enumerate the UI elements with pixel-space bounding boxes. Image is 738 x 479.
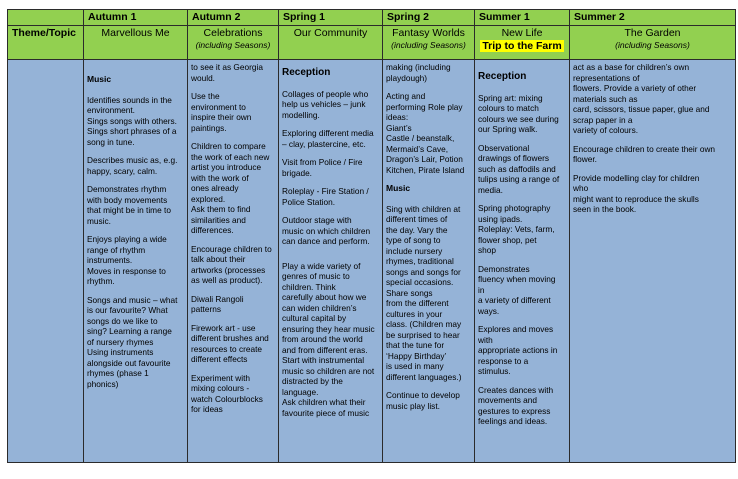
- paragraph: Spring photography using ipads. Roleplay: Vets, farm, flower shop, pet shop: [478, 203, 555, 255]
- paragraph: Creates dances with movements and gestures to express feelings and ideas.: [478, 384, 554, 426]
- topic-note: (including Seasons): [615, 40, 690, 50]
- topic-name: New Life: [501, 27, 543, 39]
- trip-highlight: Trip to the Farm: [482, 40, 562, 52]
- paragraph: Describes music as, e.g. happy, scary, calm.: [87, 155, 178, 176]
- topic-name: Marvellous Me: [101, 27, 170, 39]
- section-heading: Music: [386, 183, 411, 193]
- paragraph: making (including playdough): [386, 62, 451, 83]
- topic-autumn-2: [188, 26, 279, 60]
- paragraph: Visit from Police / Fire brigade.: [282, 157, 363, 178]
- topic-name: The Garden: [624, 27, 681, 39]
- topic-spring-2: [383, 26, 475, 60]
- paragraph: Provide modelling clay for children who might want to reproduce the skulls seen in the book.: [573, 172, 700, 214]
- topic-name: Our Community: [293, 27, 368, 39]
- header-summer-1: Summer 1: [475, 10, 570, 26]
- theme-topic-label: Theme/Topic: [8, 26, 84, 60]
- curriculum-table: [7, 9, 736, 463]
- section-heading: Music: [87, 74, 112, 84]
- paragraph: Identifies sounds in the environment. Sings songs with others. Sings short phrases of a song in tune.: [87, 94, 177, 147]
- content-row: [8, 60, 736, 463]
- header-spring-2: Spring 2: [383, 10, 475, 26]
- paragraph: Collages of people who help us vehicles – junk modelling.: [282, 88, 369, 120]
- paragraph: Spring art: mixing colours to match colours we see during our Spring walk.: [478, 92, 559, 134]
- paragraph: Demonstrates fluency when moving in a variety of different ways.: [478, 263, 556, 316]
- paragraph: Acting and performing Role play ideas: Giant’s Castle / beanstalk, Mermaid’s Cave, Dragon’s Lair, Potion Kitchen, Pirate Island: [386, 91, 465, 175]
- paragraph: Play a wide variety of genres of music to children. Think carefully about how we can widen children’s cultural capital by ensuring they hear music from around the world and from different eras. Start with instrumental music so children are not distracted by the language. Ask children what their favourite piece of music: [282, 260, 375, 418]
- header-row: [8, 10, 736, 26]
- cell-spring-2: [383, 60, 475, 463]
- topic-autumn-1: [84, 26, 188, 60]
- cell-summer-1: [475, 60, 570, 463]
- paragraph: Encourage children to talk about their artworks (processes as well as product).: [191, 243, 272, 285]
- paragraph: Outdoor stage with music on which children can dance and perform.: [282, 215, 371, 246]
- section-heading: Reception: [282, 67, 331, 78]
- header-spring-1: Spring 1: [279, 10, 383, 26]
- paragraph: Sing with children at different times of the day. Vary the type of song to include nursery rhymes, traditional songs and songs for special occasions. Share songs from the different cultures in your class. (Children may be surprised to hear that the tune for ‘Happy Birthday’ is used in many different languages.): [386, 203, 462, 382]
- paragraph: Encourage children to create their own flower.: [573, 143, 716, 164]
- paragraph: Experiment with mixing colours - watch Colourblocks for ideas: [191, 372, 263, 414]
- topic-name: Celebrations: [203, 27, 263, 39]
- paragraph: Diwali Rangoli patterns: [191, 293, 244, 314]
- paragraph: Children to compare the work of each new artist you introduce with the work of ones already explored. Ask them to find similarities and differences.: [191, 141, 270, 235]
- header-autumn-2: Autumn 2: [188, 10, 279, 26]
- paragraph: Demonstrates rhythm with body movements that might be in time to music.: [87, 184, 171, 226]
- cell-autumn-1: [84, 60, 188, 463]
- paragraph: Enjoys playing a wide range of rhythm instruments. Moves in response to rhythm.: [87, 234, 167, 286]
- paragraph: Firework art - use different brushes and resources to create different effects: [191, 322, 269, 364]
- topic-note: (including Seasons): [391, 40, 466, 50]
- paragraph: Songs and music – what is our favourite? What songs do we like to sing? Learning a range of nursery rhymes Using instruments alongside out favourite rhymes (phase 1 phonics): [87, 294, 178, 389]
- header-autumn-1: Autumn 1: [84, 10, 188, 26]
- topic-summer-2: [570, 26, 736, 60]
- paragraph: Continue to develop music play list.: [386, 390, 460, 411]
- topic-row: [8, 26, 736, 60]
- topic-spring-1: [279, 26, 383, 60]
- cell-summer-2: [570, 60, 736, 463]
- header-corner: [8, 10, 84, 26]
- paragraph: Observational drawings of flowers such as daffodils and tulips using a range of media.: [478, 142, 560, 195]
- paragraph: act as a base for children’s own representations of flowers. Provide a variety of other materials such as card, scissors, tissue paper, glue and scrap paper in a variety of colours.: [573, 62, 710, 135]
- topic-summer-1: [475, 26, 570, 60]
- cell-spring-1: [279, 60, 383, 463]
- section-heading: Reception: [478, 71, 527, 82]
- topic-name: Fantasy Worlds: [392, 27, 465, 39]
- cell-autumn-2: [188, 60, 279, 463]
- theme-body-cell: [8, 60, 84, 463]
- header-summer-2: Summer 2: [570, 10, 736, 26]
- paragraph: Roleplay - Fire Station / Police Station.: [282, 186, 369, 207]
- paragraph: to see it as Georgia would.: [191, 62, 263, 83]
- topic-note: (including Seasons): [195, 40, 271, 50]
- paragraph: Use the environment to inspire their own paintings.: [191, 91, 252, 133]
- paragraph: Explores and moves with appropriate actions in response to a stimulus.: [478, 324, 558, 376]
- paragraph: Exploring different media – clay, plastercine, etc.: [282, 128, 374, 149]
